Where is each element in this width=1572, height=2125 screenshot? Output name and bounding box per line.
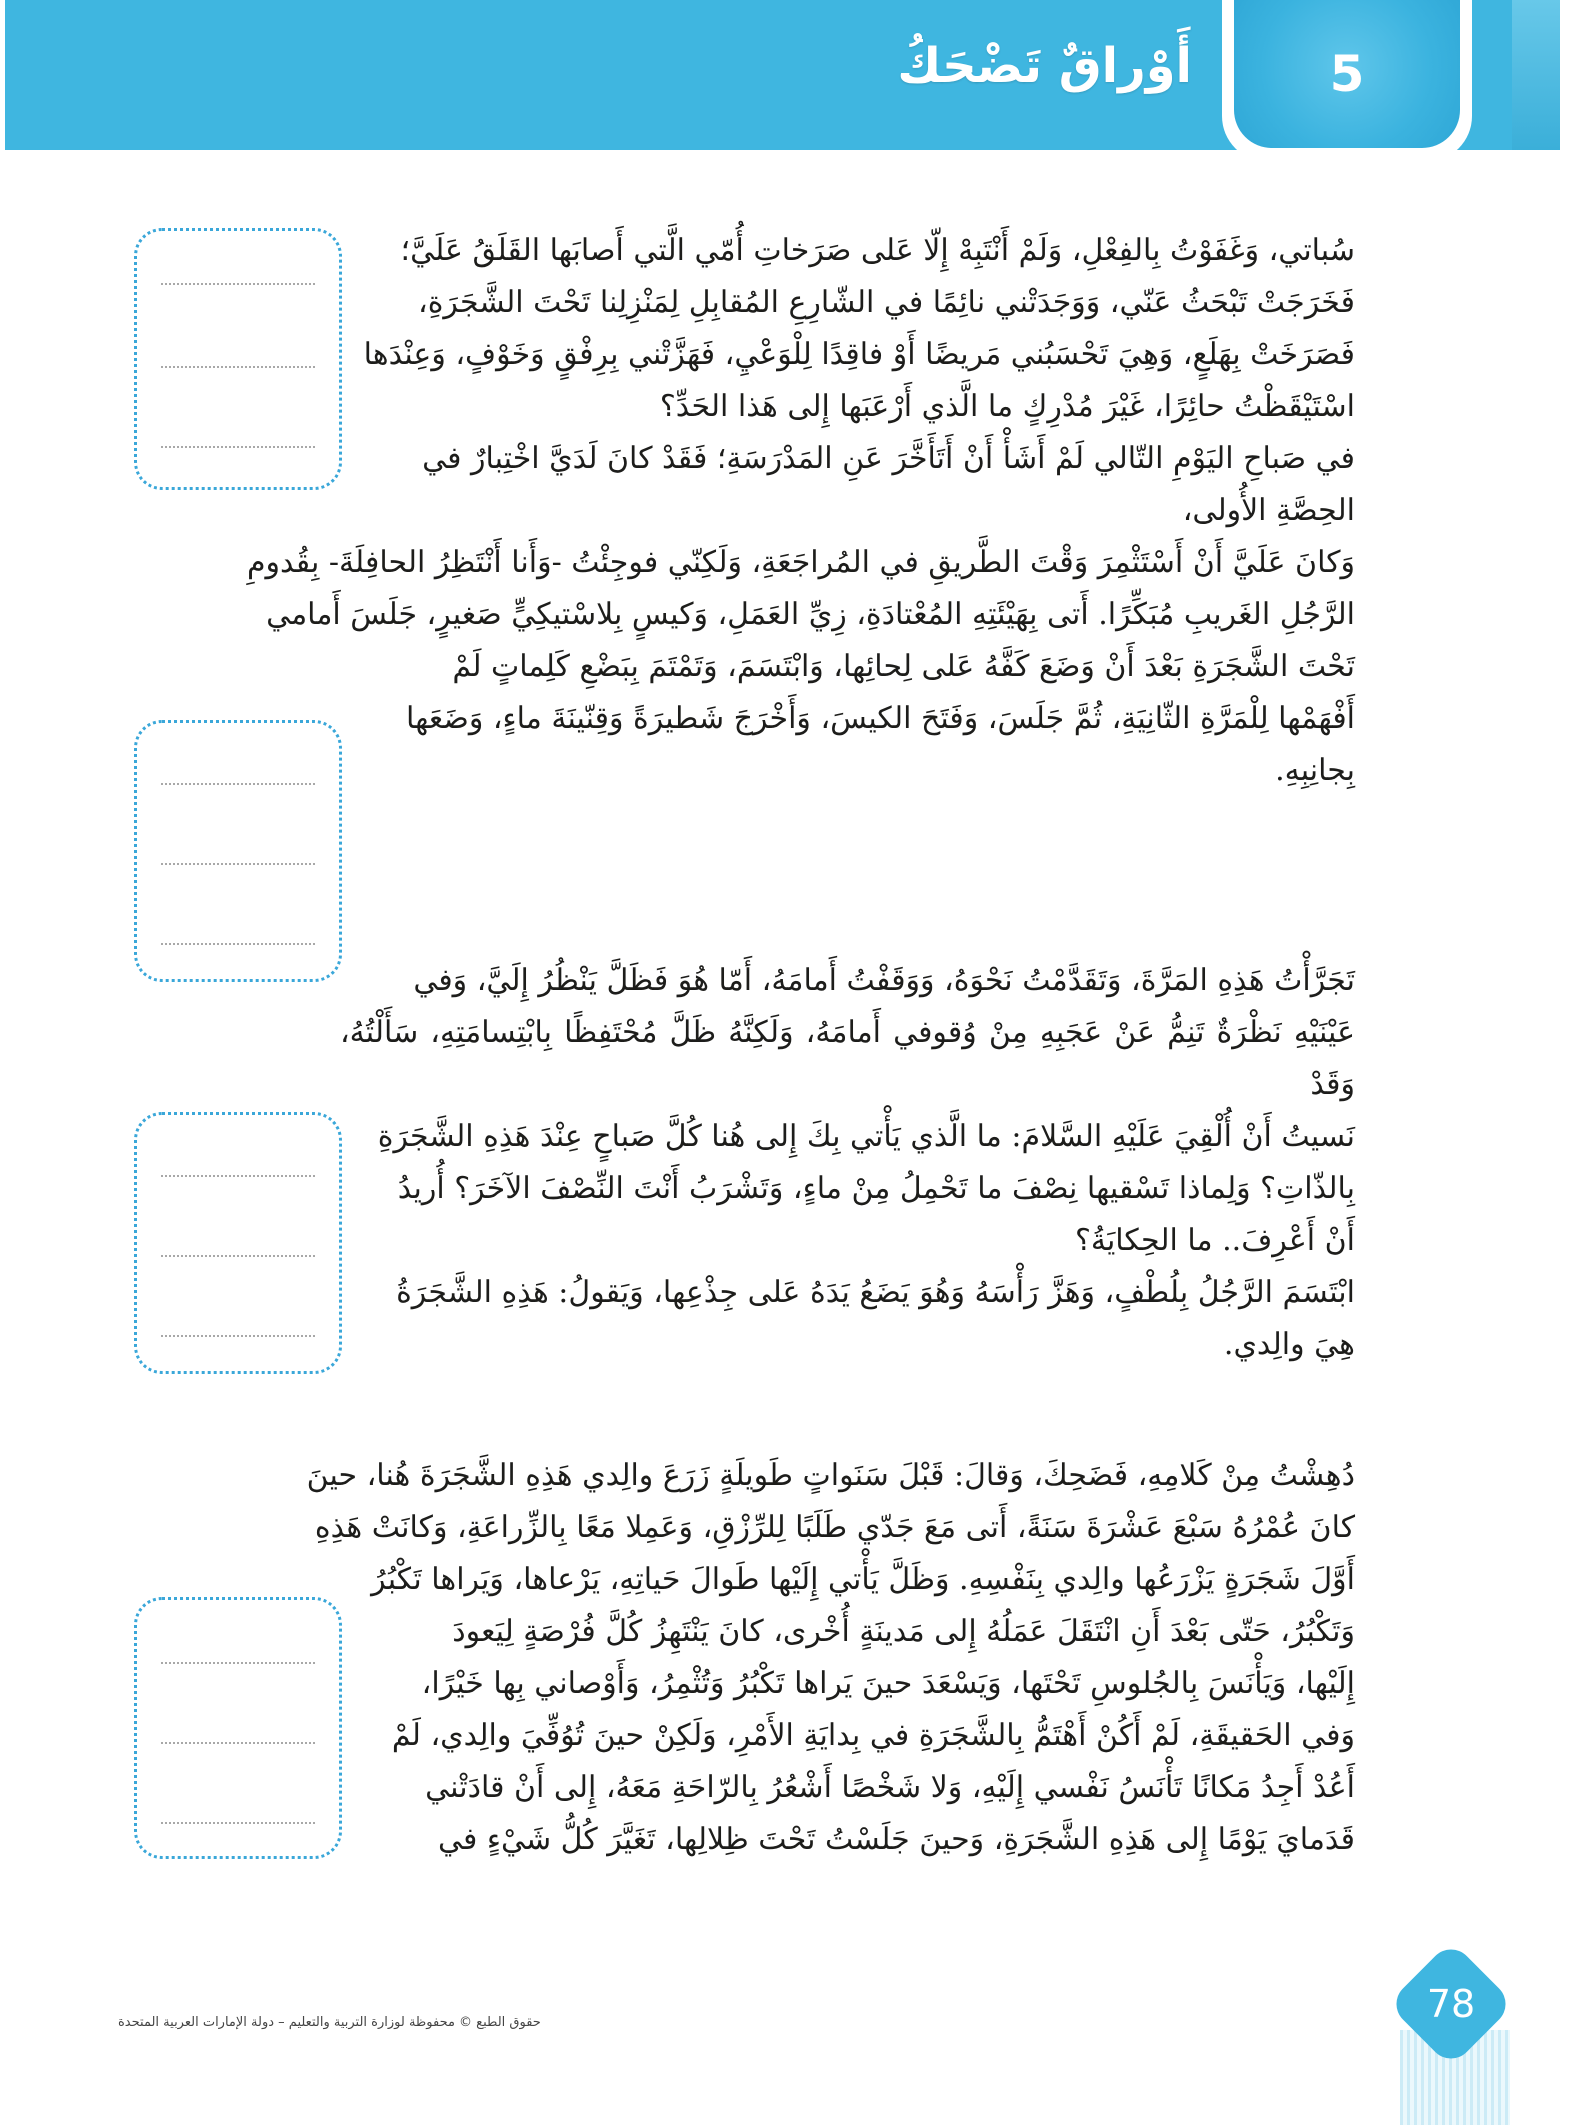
text-line: أَوَّلَ شَجَرَةٍ يَزْرَعُها والِدي بِنَفْسِهِ. وَظَلَّ يَأْتي إِلَيْها طَوالَ حَياتِهِ، يَرْعاها، وَيَراها تَكْبُرُ	[371, 1562, 1355, 1597]
text-line: تَحْتَ الشَّجَرَةِ بَعْدَ أَنْ وَضَعَ كَفَّهُ عَلى لِحائِها، وَابْتَسَمَ، وَتَمْتَمَ بِبَضْعِ كَلِماتٍ لَمْ	[452, 649, 1355, 684]
text-line: نَسيتُ أَنْ أُلْقِيَ عَلَيْهِ السَّلامَ: ما الَّذي يَأْتي بِكَ إِلى هُنا كُلَّ صَباحٍ عِنْدَ هَذِهِ الشَّجَرَةِ	[377, 1119, 1355, 1154]
text-line: كانَ عُمْرُهُ سَبْعَ عَشْرَةَ سَنَةً، أَتى مَعَ جَدّي طَلَبًا لِلرِّزْقِ، وَعَمِلا مَعًا بِالزِّراعَةِ، وَكانَتْ هَذِهِ	[314, 1510, 1355, 1545]
note-line	[161, 283, 315, 285]
text-line: بِجانِبِهِ.	[1275, 753, 1355, 788]
note-box-3[interactable]	[134, 1112, 342, 1374]
note-line	[161, 783, 315, 785]
note-box-2[interactable]	[134, 720, 342, 982]
note-line	[161, 366, 315, 368]
header-decor-strip	[1512, 0, 1560, 150]
text-line: وَكانَ عَلَيَّ أَنْ أَسْتَثْمِرَ وَقْتَ الطَّريقِ في المُراجَعَةِ، وَلَكِنّي فوجِئْتُ -وَأَنا أَنْتَظِرُ الحافِلَةَ- بِقُدومِ	[246, 545, 1355, 580]
lesson-number: 5	[1234, 0, 1460, 148]
note-line	[161, 1335, 315, 1337]
text-line: أَفْهَمْها لِلْمَرَّةِ الثّانِيَةِ، ثُمَّ جَلَسَ، وَفَتَحَ الكيسَ، وَأَخْرَجَ شَطيرَةً وَقِنّينَةَ ماءٍ، وَضَعَها	[405, 701, 1355, 736]
text-line: وَتَكْبُرُ، حَتّى بَعْدَ أَنِ انْتَقَلَ عَمَلُهُ إِلى مَدينَةٍ أُخْرى، كانَ يَنْتَهِزُ كُلَّ فُرْصَةٍ لِيَعودَ	[452, 1614, 1355, 1649]
text-line: دُهِشْتُ مِنْ كَلامِهِ، فَضَحِكَ، وَقالَ: قَبْلَ سَنَواتٍ طَويلَةٍ زَرَعَ والِدي هَذِهِ الشَّجَرَةَ هُنا، حينَ	[306, 1458, 1355, 1493]
text-line: فَصَرَخَتْ بِهَلَعٍ، وَهِيَ تَحْسَبُني مَريضًا أَوْ فاقِدًا لِلْوَعْيِ، فَهَزَّتْني بِرِفْقٍ وَخَوْفٍ، وَعِنْدَها	[363, 337, 1355, 372]
text-line: أَعُدْ أَجِدُ مَكانًا تَأْنَسُ نَفْسي إِلَيْهِ، وَلا شَخْصًا أَشْعُرُ بِالرّاحَةِ مَعَهُ، إِلى أَنْ قادَتْني	[425, 1770, 1355, 1805]
text-line: اسْتَيْقَظْتُ حائِرًا، غَيْرَ مُدْرِكٍ ما الَّذي أَرْعَبَها إِلى هَذا الحَدِّ؟	[659, 389, 1355, 424]
text-line: ابْتَسَمَ الرَّجُلُ بِلُطْفٍ، وَهَزَّ رَأْسَهُ وَهُوَ يَضَعُ يَدَهُ عَلى جِذْعِها، وَيَقولُ: هَذِهِ الشَّجَرَةُ	[396, 1275, 1355, 1310]
note-line	[161, 1822, 315, 1824]
page-number: 78	[1426, 1982, 1476, 2026]
copyright-notice: حقوق الطبع © محفوظة لوزارة التربية والتعليم – دولة الإمارات العربية المتحدة	[118, 2015, 541, 2030]
text-line: في صَباحِ اليَوْمِ التّالي لَمْ أَشَأْ أَنْ أَتَأَخَّرَ عَنِ المَدْرَسَةِ؛ فَقَدْ كانَ لَدَيَّ اخْتِبارٌ في	[422, 441, 1355, 476]
text-line: قَدَمايَ يَوْمًا إِلى هَذِهِ الشَّجَرَةِ، وَحينَ جَلَسْتُ تَحْتَ ظِلالِها، تَغَيَّرَ كُلُّ شَيْءٍ في	[438, 1822, 1355, 1857]
note-line	[161, 1662, 315, 1664]
note-line	[161, 863, 315, 865]
text-line: عَيْنَيْهِ نَظْرَةٌ تَنِمُّ عَنْ عَجَبِهِ مِنْ وُقوفي أَمامَهُ، وَلَكِنَّهُ ظَلَّ مُحْتَفِظًا بِابْتِسامَتِهِ، سَأَلْتُهُ، وَقَدْ	[340, 1015, 1355, 1102]
text-line: فَخَرَجَتْ تَبْحَثُ عَنّي، وَوَجَدَتْني نائِمًا في الشّارِعِ المُقابِلِ لِمَنْزِلِنا تَحْتَ الشَّجَرَةِ،	[418, 285, 1355, 320]
text-line: سُباتي، وَغَفَوْتُ بِالفِعْلِ، وَلَمْ أَنْتَبِهْ إِلّا عَلى صَرَخاتِ أُمّي الَّتي أَصابَها القَلَقُ عَلَيَّ؛	[400, 233, 1355, 268]
text-line: الحِصَّةِ الأُولى،	[1182, 493, 1355, 528]
page-number-badge	[1392, 1945, 1510, 2063]
text-line: أَنْ أَعْرِفَ.. ما الحِكايَةُ؟	[1074, 1223, 1355, 1258]
text-line: بِالذّاتِ؟ وَلِماذا تَسْقيها نِصْفَ ما تَحْمِلُ مِنْ ماءٍ، وَتَشْرَبُ أَنْتَ النِّصْفَ الآخَرَ؟ أُريدُ	[397, 1171, 1355, 1206]
text-line: وَفي الحَقيقَةِ، لَمْ أَكُنْ أَهْتَمُّ بِالشَّجَرَةِ في بِدايَةِ الأَمْرِ، وَلَكِنْ حينَ تُوُفِّيَ والِدي، لَمْ	[391, 1718, 1355, 1753]
story-paragraph-1	[220, 225, 1355, 797]
text-line: الرَّجُلِ الغَريبِ مُبَكِّرًا. أَتى بِهَيْئَتِهِ المُعْتادَةِ، زِيِّ العَمَلِ، وَكيسٍ بِلاسْتيكِيٍّ صَغيرٍ، جَلَسَ أَمامي	[266, 597, 1355, 632]
note-line	[161, 446, 315, 448]
note-box-4[interactable]	[134, 1597, 342, 1859]
note-line	[161, 1255, 315, 1257]
story-paragraph-2	[340, 955, 1355, 1371]
story-paragraph-3	[220, 1450, 1355, 1866]
note-line	[161, 943, 315, 945]
note-line	[161, 1742, 315, 1744]
text-line: تَجَرَّأْتُ هَذِهِ المَرَّةَ، وَتَقَدَّمْتُ نَحْوَهُ، وَوَقَفْتُ أَمامَهُ، أَمّا هُوَ فَظَلَّ يَنْظُرُ إِلَيَّ، وَفي	[413, 963, 1355, 998]
note-line	[161, 1175, 315, 1177]
lesson-title: أَوْراقٌ تَضْحَكُ	[897, 38, 1192, 94]
text-line: هِيَ والِدي.	[1223, 1327, 1355, 1362]
text-line: إِلَيْها، وَيَأْنَسَ بِالجُلوسِ تَحْتَها، وَيَسْعَدَ حينَ يَراها تَكْبُرُ وَتُثْمِرُ، وَأَوْصاني بِها خَيْرًا،	[421, 1666, 1355, 1701]
note-box-1[interactable]	[134, 228, 342, 490]
